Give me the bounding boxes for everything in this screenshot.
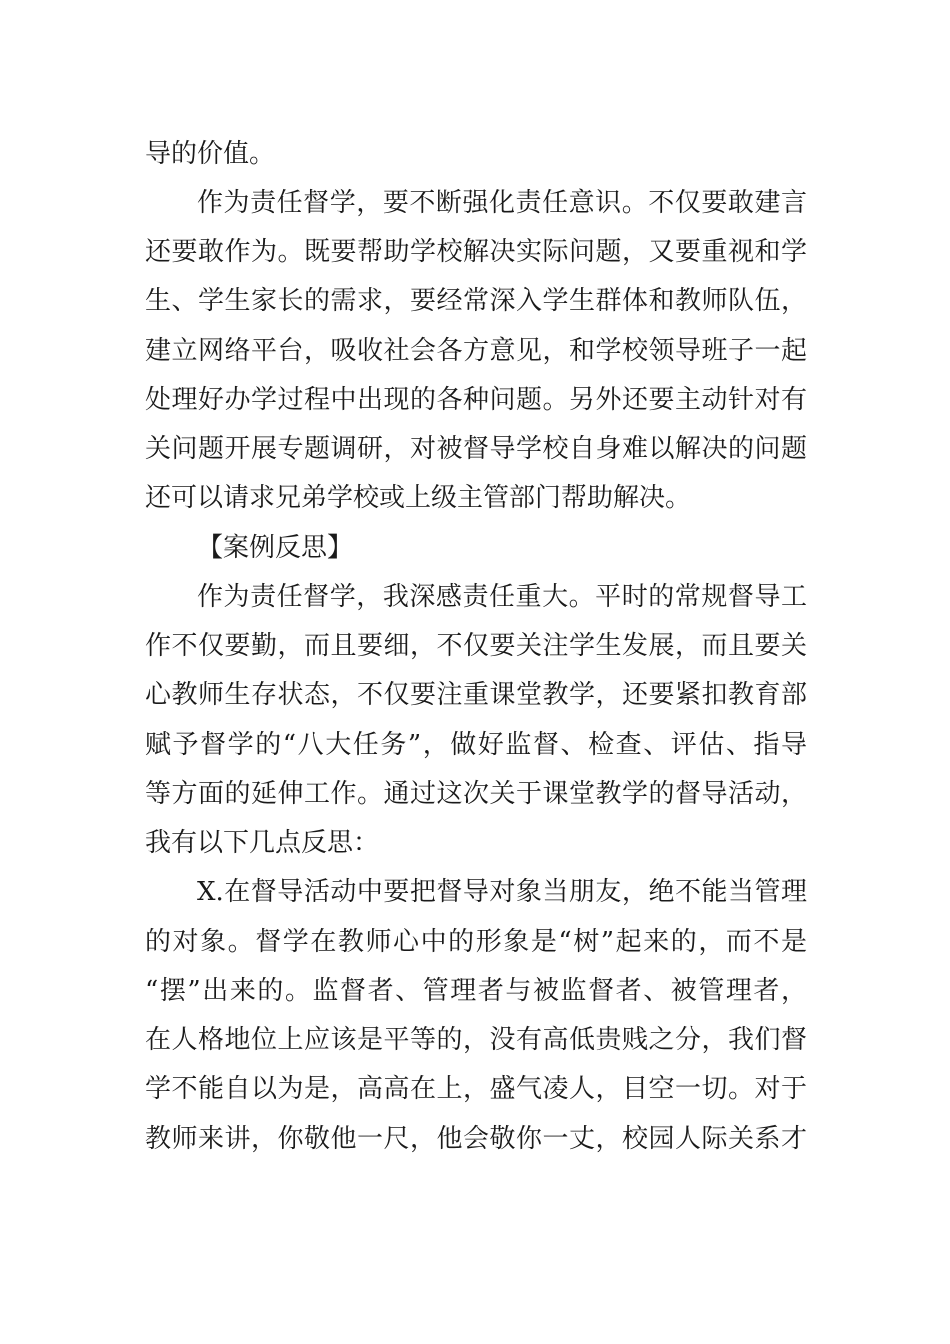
text-line: X.在督导活动中要把督导对象当朋友，绝不能当管理 [197,877,807,907]
section-heading: 【案例反思】 [197,533,354,563]
text-line: 心教师生存状态，不仅要注重课堂教学，还要紧扣教育部 [145,680,807,710]
text-line: “摆”出来的。监督者、管理者与被监督者、被管理者， [145,976,807,1006]
text-line: 还可以请求兄弟学校或上级主管部门帮助解决。 [145,483,692,513]
text-line: 等方面的延伸工作。通过这次关于课堂教学的督导活动， [145,779,807,809]
text-line: 关问题开展专题调研，对被督导学校自身难以解决的问题 [145,434,807,464]
text-line: 生、学生家长的需求，要经常深入学生群体和教师队伍， [145,286,807,316]
text-line: 还要敢作为。既要帮助学校解决实际问题，又要重视和学 [145,237,807,267]
text-line: 学不能自以为是，高高在上，盛气凌人，目空一切。对于 [145,1074,807,1104]
text-line: 我有以下几点反思： [145,828,380,858]
text-line: 教师来讲，你敬他一尺，他会敬你一丈，校园人际关系才 [145,1124,807,1154]
text-line: 的对象。督学在教师心中的形象是“树”起来的，而不是 [145,927,807,957]
text-line: 建立网络平台，吸收社会各方意见，和学校领导班子一起 [145,336,807,366]
text-line: 赋予督学的“八大任务”，做好监督、检查、评估、指导 [145,730,807,760]
text-line: 作为责任督学，要不断强化责任意识。不仅要敢建言 [197,188,807,218]
text-line: 作不仅要勤，而且要细，不仅要关注学生发展，而且要关 [145,631,807,661]
text-line: 处理好办学过程中出现的各种问题。另外还要主动针对有 [145,385,807,415]
text-line: 在人格地位上应该是平等的，没有高低贵贱之分，我们督 [145,1025,807,1055]
text-line: 作为责任督学，我深感责任重大。平时的常规督导工 [197,582,807,612]
text-line: 导的价值。 [145,139,276,169]
